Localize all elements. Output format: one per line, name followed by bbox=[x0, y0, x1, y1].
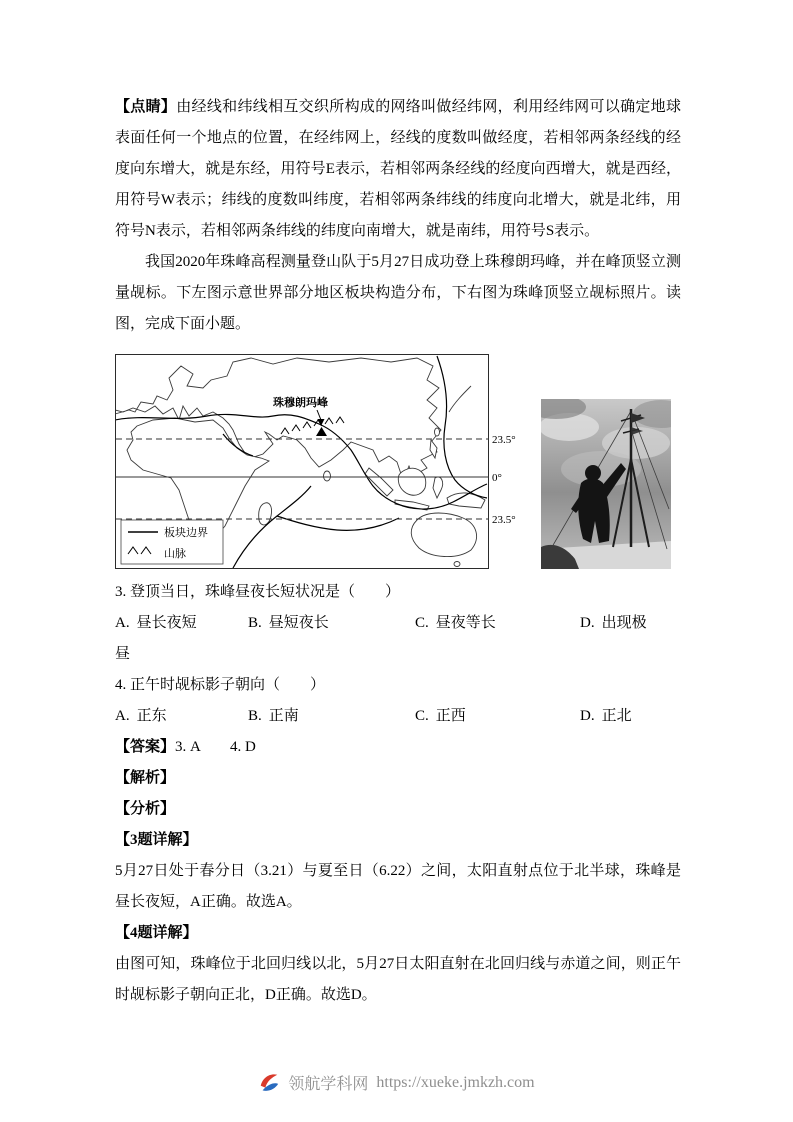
plate-map-figure bbox=[115, 354, 528, 569]
intro-paragraph: 我国2020年珠峰高程测量登山队于5月27日成功登上珠穆朗玛峰，并在峰顶竖立测量觇标。下左图示意世界部分地区板块构造分布，下右图为珠峰顶竖立觇标照片。读图，完成下面小题。 bbox=[115, 254, 681, 332]
q3-option-c: C. 昼夜等长 bbox=[415, 615, 496, 631]
everest-label: 珠穆朗玛峰 bbox=[273, 397, 328, 409]
footer-site-url[interactable]: https://xueke.jmkzh.com bbox=[376, 1073, 535, 1091]
legend-boundary-label: 板块边界 bbox=[164, 527, 208, 539]
q4-option-c: C. 正西 bbox=[415, 708, 466, 724]
legend-mountain-label: 山脉 bbox=[164, 548, 186, 560]
world-map-svg bbox=[115, 354, 528, 569]
answer-values: 3. A 4. D bbox=[175, 739, 256, 755]
sri-lanka bbox=[324, 471, 331, 481]
summit-photo-svg bbox=[541, 399, 671, 569]
answer-tag: 【答案】 bbox=[115, 739, 176, 755]
detail-4-text: 由图可知，珠峰位于北回归线以北，5月27日太阳直射在北回归线与赤道之间，则正午时觇标影子朝向正北，D正确。故选D。 bbox=[115, 956, 681, 1003]
q4-option-b: B. 正南 bbox=[248, 708, 299, 724]
q3-option-b: B. 昼短夜长 bbox=[248, 615, 329, 631]
detail-3-text: 5月27日处于春分日（3.21）与夏至日（6.22）之间，太阳直射点位于北半球，珠峰是昼长夜短，A正确。故选A。 bbox=[115, 863, 681, 910]
lat-label-north: 23.5° bbox=[492, 434, 516, 446]
taiwan bbox=[435, 428, 440, 436]
figure-row bbox=[115, 354, 671, 569]
fenxi-heading: 【分析】 bbox=[115, 801, 176, 817]
dianjing-paragraph bbox=[115, 92, 681, 247]
question-3-stem: 3. 登顶当日，珠峰昼夜长短状况是（ ） bbox=[115, 584, 401, 600]
jiexi-heading: 【解析】 bbox=[115, 770, 176, 786]
detail-4-heading: 【4题详解】 bbox=[115, 925, 198, 941]
q3-option-d: D. 出现极昼 bbox=[115, 615, 647, 662]
q4-option-d: D. 正北 bbox=[580, 708, 632, 724]
dianjing-text: 由经线和纬线相互交织所构成的网络叫做经纬网，利用经纬网可以确定地球表面任何一个地点的位置，在经纬网上，经线的度数叫做经度，若相邻两条经线的经度向东增大，就是东经，用符号E表示，若相邻两条经线的经度向西增大，就是西经，用符号W表示；纬线的度数叫纬度，若相邻两条纬线的纬度向北增大，就是北纬，用符号N表示，若相邻两条纬线的纬度向南增大，就是南纬，用符号S表示。 bbox=[115, 99, 681, 239]
answer-line bbox=[115, 732, 681, 763]
dianjing-tag: 【点睛】 bbox=[115, 99, 177, 115]
legend-box bbox=[121, 520, 223, 564]
q3-option-a: A. 昼长夜短 bbox=[115, 615, 197, 631]
site-logo-icon bbox=[258, 1072, 280, 1094]
footer bbox=[0, 1071, 793, 1094]
lat-label-equator: 0° bbox=[492, 472, 502, 484]
australia-outline bbox=[411, 513, 476, 557]
q4-option-a: A. 正东 bbox=[115, 708, 167, 724]
summit-photo-figure bbox=[541, 399, 671, 569]
footer-site-name: 领航学科网 bbox=[288, 1076, 369, 1093]
tasmania bbox=[454, 562, 460, 567]
detail-3-heading: 【3题详解】 bbox=[115, 832, 198, 848]
question-4-stem: 4. 正午时觇标影子朝向（ ） bbox=[115, 677, 326, 693]
question-3-options bbox=[115, 608, 660, 670]
question-4-options bbox=[115, 701, 660, 732]
lat-label-south: 23.5° bbox=[492, 514, 516, 526]
